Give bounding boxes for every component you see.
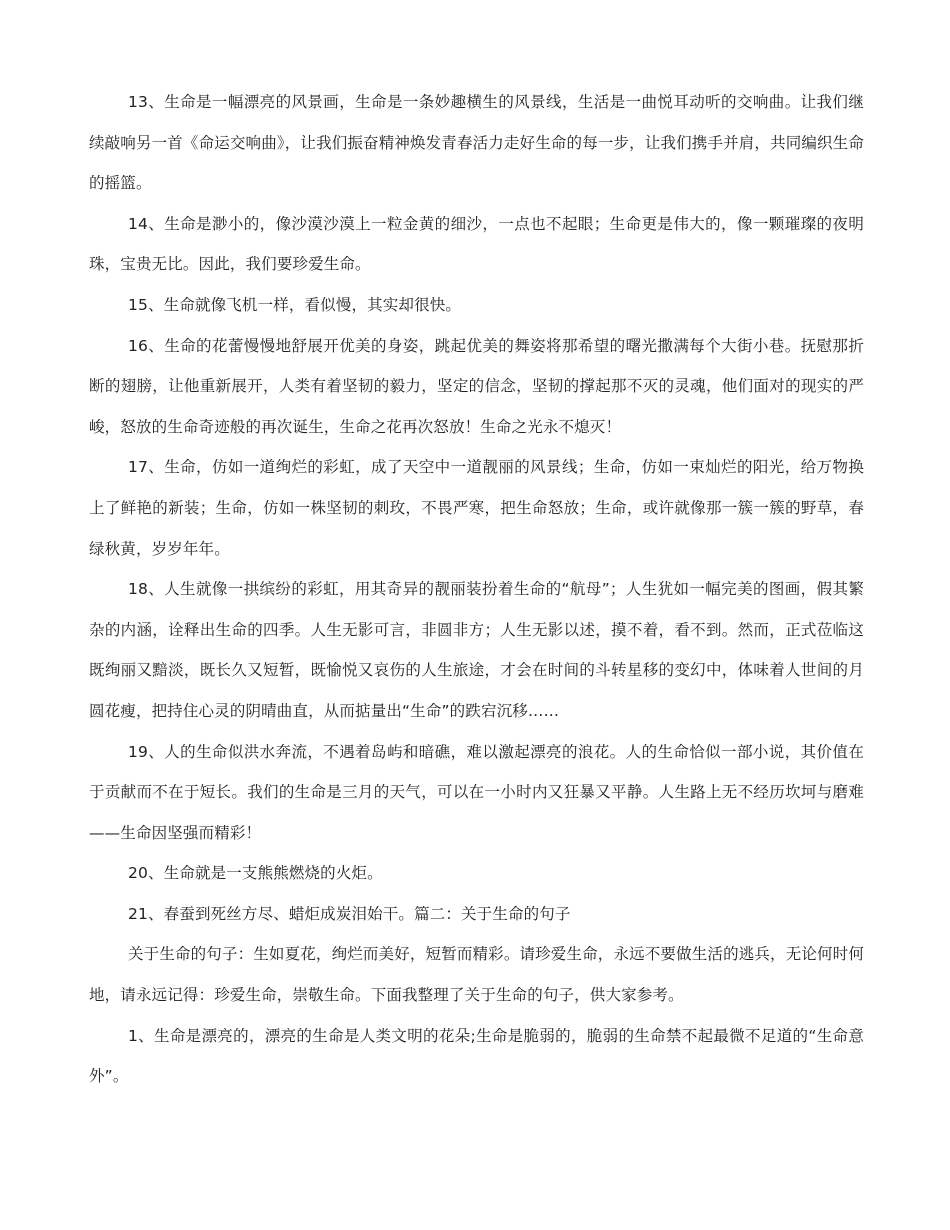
document-page [89, 82, 864, 1097]
paragraph-16: 16、生命的花蕾慢慢地舒展开优美的身姿，跳起优美的舞姿将那希望的曙光撒满每个大街小巷。抚慰那折断的翅膀，让他重新展开，人类有着坚韧的毅力，坚定的信念，坚韧的撑起那不灭的灵魂，他们面对的现实的严峻，怒放的生命奇迹般的再次诞生，生命之花再次怒放！生命之光永不熄灭！ [89, 336, 864, 436]
paragraph-15: 15、生命就像飞机一样，看似慢，其实却很快。 [128, 295, 462, 314]
paragraph-18: 18、人生就像一拱缤纷的彩虹，用其奇异的靓丽装扮着生命的“航母”；人生犹如一幅完美的图画，假其繁杂的内涵，诠释出生命的四季。人生无影可言，非圆非方；人生无影以述，摸不着，看不到。然而，正式莅临这既绚丽又黯淡，既长久又短暂，既愉悦又哀伤的人生旅途，才会在时间的斗转星移的变幻中，体味着人世间的月圆花瘦，把持住心灵的阴晴曲直，从而掂量出“生命”的跌宕沉移…… [89, 580, 864, 720]
paragraph-14: 14、生命是渺小的，像沙漠沙漠上一粒金黄的细沙，一点也不起眼；生命更是伟大的，像一颗璀璨的夜明珠，宝贵无比。因此，我们要珍爱生命。 [89, 214, 864, 274]
paragraph-17: 17、生命，仿如一道绚烂的彩虹，成了天空中一道靓丽的风景线；生命，仿如一束灿烂的阳光，给万物换上了鲜艳的新装；生命，仿如一株坚韧的刺玫，不畏严寒，把生命怒放；生命，或许就像那一簇一簇的野草，春绿秋黄，岁岁年年。 [89, 458, 864, 558]
paragraph-20: 20、生命就是一支熊熊燃烧的火炬。 [128, 864, 383, 883]
section-intro-paragraph: 关于生命的句子：生如夏花，绚烂而美好，短暂而精彩。请珍爱生命，永远不要做生活的逃兵，无论何时何地，请永远记得：珍爱生命，崇敬生命。下面我整理了关于生命的句子，供大家参考。 [89, 945, 864, 1005]
paragraph-21: 21、春蚕到死丝方尽、蜡炬成炭泪始干。篇二：关于生命的句子 [128, 904, 571, 923]
paragraph-13: 13、生命是一幅漂亮的风景画，生命是一条妙趣横生的风景线，生活是一曲悦耳动听的交响曲。让我们继续敲响另一首《命运交响曲》，让我们振奋精神焕发青春活力走好生命的每一步，让我们携手并肩，共同编织生命的摇篮。 [89, 93, 864, 193]
paragraph-19: 19、人的生命似洪水奔流，不遇着岛屿和暗礁，难以激起漂亮的浪花。人的生命恰似一部小说，其价值在于贡献而不在于短长。我们的生命是三月的天气，可以在一小时内又狂暴又平静。人生路上无不经历坎坷与磨难——生命因坚强而精彩！ [89, 742, 864, 842]
paragraph-1: 1、生命是漂亮的，漂亮的生命是人类文明的花朵;生命是脆弱的，脆弱的生命禁不起最微不足道的“生命意外”。 [89, 1026, 864, 1086]
